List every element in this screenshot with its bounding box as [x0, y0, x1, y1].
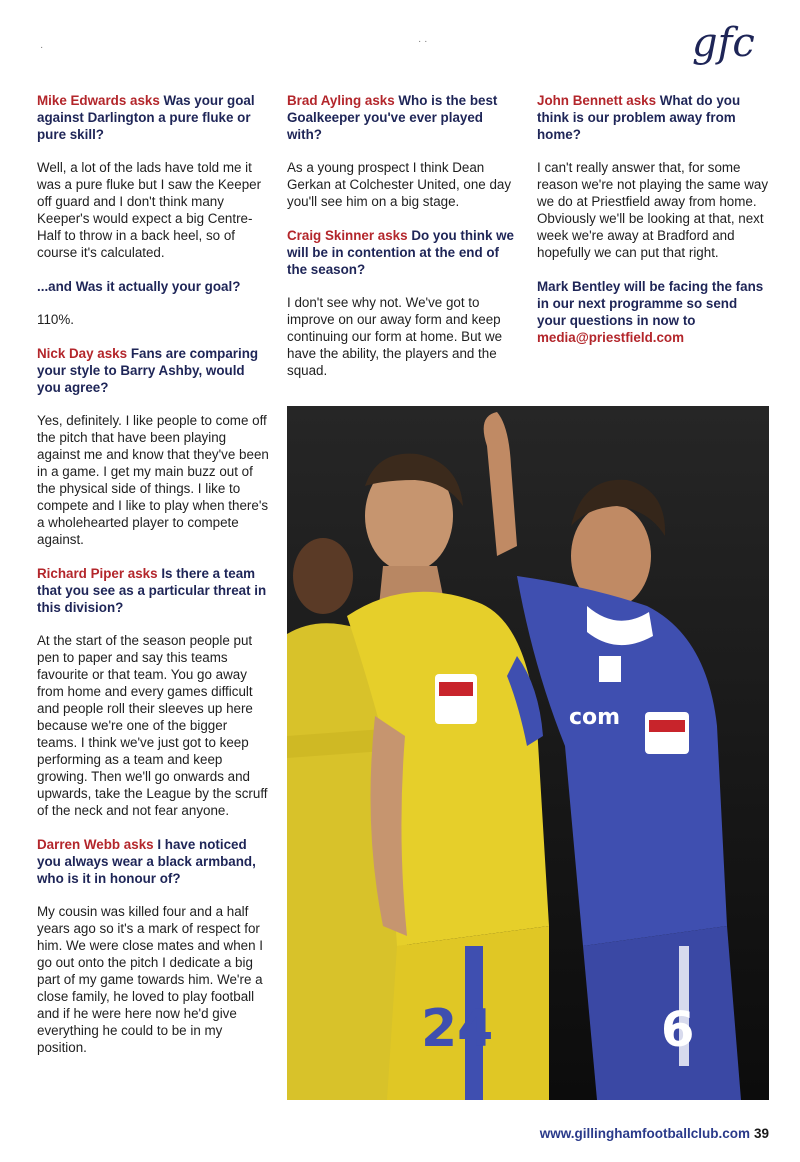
shirt-number-6: 6 — [661, 1002, 695, 1058]
question-text: Fans are comparing your style to Barry Ashby, would you agree? — [37, 346, 259, 395]
page-footer — [540, 1126, 769, 1141]
question — [287, 92, 519, 143]
question-text: Was your goal against Darlington a pure fluke or pure skill? — [37, 93, 255, 142]
question-text: I have noticed you always wear a black armband, who is it in honour of? — [37, 837, 256, 886]
asker-name: Craig Skinner asks — [287, 228, 408, 243]
asker-name: Darren Webb asks — [37, 837, 154, 852]
question-text: Do you think we will be in contention at the end of the season? — [287, 228, 514, 277]
answer-text: Well, a lot of the lads have told me it was a pure fluke but I saw the Keeper off guard and I don't think many Keeper's would expect a big Centre-Half to throw in a back heel, so of course it's calculated. — [37, 160, 262, 260]
answer-text: 110%. — [37, 312, 74, 327]
asker-name: Richard Piper asks — [37, 566, 158, 581]
closing-text: Mark Bentley will be facing the fans in our next programme so send your questions in now to — [537, 279, 764, 328]
answer-text: I don't see why not. We've got to improve on our away form and keep continuing our form at home. But we have the ability, the players and the squad. — [287, 295, 503, 378]
question — [37, 92, 269, 143]
page-number: 39 — [753, 1126, 769, 1141]
asker-name: Mike Edwards asks — [37, 93, 160, 108]
question — [37, 565, 269, 616]
question — [537, 92, 769, 143]
question — [37, 278, 269, 295]
answer-text: My cousin was killed four and a half years ago so it's a mark of respect for him. We were close mates and when I go out onto the pitch I dedicate a big part of my game towards him. We're a close family, he loved to play football and if he were here now he'd give everything he could to be in my position. — [37, 904, 264, 1055]
closing-note — [537, 278, 769, 346]
logo-text: gfc — [692, 20, 755, 66]
question-text: Is there a team that you see as a particular threat in this division? — [37, 566, 267, 615]
print-speck: · · — [418, 36, 428, 47]
question — [37, 345, 269, 396]
print-speck: · — [40, 42, 44, 53]
column-1 — [37, 92, 269, 1073]
asker-name: John Bennett asks — [537, 93, 657, 108]
question-text: ...and Was it actually your goal? — [37, 279, 241, 294]
column-3 — [537, 92, 769, 346]
answer-text: I can't really answer that, for some reason we're not playing the same way we do at Priestfield away from home. Obviously we'll be looking at that, next week we're away at Bradford and hopefully we can put that right. — [537, 160, 769, 260]
sponsor-text: com — [569, 705, 621, 730]
asker-name: Brad Ayling asks — [287, 93, 395, 108]
shirt-number-24: 24 — [421, 999, 494, 1059]
footer-url[interactable]: www.gillinghamfootballclub.com — [539, 1126, 750, 1141]
question-text: What do you think is our problem away from home? — [537, 93, 741, 142]
question — [37, 836, 269, 887]
asker-name: Nick Day asks — [37, 346, 128, 361]
answer-text: Yes, definitely. I like people to come off the pitch that have been playing against me and know that they've been in a game. I get my main buzz out of the physical side of things. I like to compete and I like to play when there's a wholehearted player to compete against. — [37, 413, 269, 547]
email-link[interactable]: media@priestfield.com — [537, 330, 685, 345]
club-logo — [688, 16, 770, 70]
match-photo — [287, 406, 769, 1100]
answer-text: At the start of the season people put pen to paper and say this teams favourite or that team. You go away from home and every games difficult and people roll their sleeves up here because we're one of the bigger teams. I think we've just got to keep performing as a team and keep growing. Then we'll go onwards and upwards, take the League by the scruff of the neck and not fear anyone. — [37, 633, 268, 818]
question-text: Who is the best Goalkeeper you've ever played with? — [287, 93, 498, 142]
column-2 — [287, 92, 519, 396]
answer-text: As a young prospect I think Dean Gerkan at Colchester United, one day you'll see him on a big stage. — [287, 160, 512, 209]
question — [287, 227, 519, 278]
